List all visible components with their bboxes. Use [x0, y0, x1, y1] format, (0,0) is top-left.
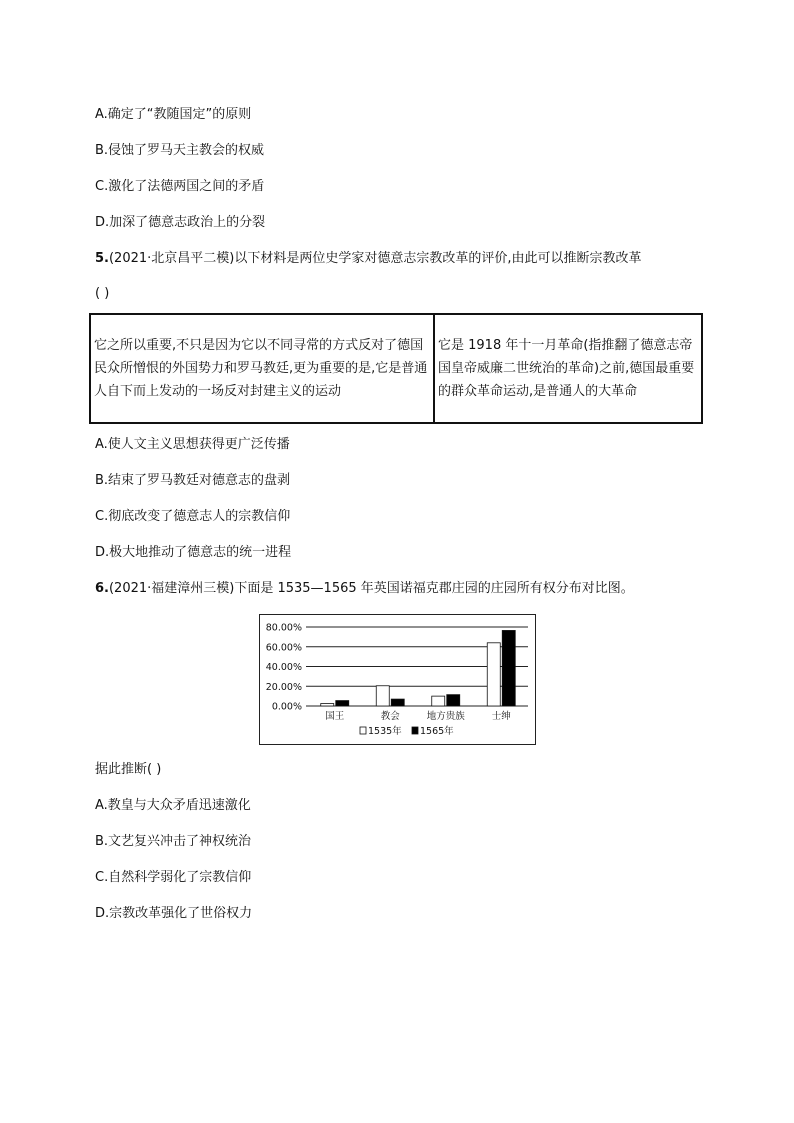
x-category-label: 教会 [380, 711, 400, 722]
q4-option-b: B.侵蚀了罗马天主教会的权威 [95, 143, 265, 158]
y-tick-label: 20.00% [265, 681, 302, 693]
q5-option-d: D.极大地推动了德意志的统一进程 [95, 545, 292, 560]
bar-series-1 [321, 704, 334, 706]
q6-stem-text: (2021·福建漳州三模)下面是 1535—1565 年英国诺福克郡庄园的庄园所有权分布对比图。 [108, 581, 634, 596]
q5-option-c: C.彻底改变了德意志人的宗教信仰 [95, 509, 291, 524]
y-tick-label: 40.00% [265, 662, 302, 673]
legend-swatch [412, 727, 418, 734]
q4-option-d: D.加深了德意志政治上的分裂 [95, 215, 266, 230]
q6-option-b: B.文艺复兴冲击了神权统治 [95, 834, 252, 849]
q6-option-d: D.宗教改革强化了世俗权力 [95, 906, 253, 921]
q6-infer-prompt: 据此推断( ) [95, 762, 162, 777]
legend-label: 1535年 [368, 726, 402, 737]
q4-option-a: A.确定了“教随国定”的原则 [95, 107, 252, 122]
q5-material-left: 它之所以重要,不只是因为它以不同寻常的方式反对了德国民众所憎恨的外国势力和罗马教廷,更为重要的是,它是普通人自下而上发动的一场反对封建主义的运动 [90, 314, 434, 423]
bar-series-2 [391, 699, 404, 706]
q4-option-c: C.激化了法德两国之间的矛盾 [95, 179, 265, 194]
y-tick-label: 60.00% [265, 642, 302, 654]
q6-option-a: A.教皇与大众矛盾迅速激化 [95, 798, 251, 813]
q5-material-table [89, 313, 703, 424]
bar-series-2 [336, 701, 349, 706]
q5-stem [95, 250, 641, 268]
x-category-label: 国王 [325, 711, 345, 722]
bar-series-1 [376, 686, 389, 706]
legend-label: 1565年 [420, 726, 454, 737]
q5-option-b: B.结束了罗马教廷对德意志的盘剥 [95, 473, 291, 488]
bar-series-1 [432, 696, 445, 706]
q6-stem [95, 580, 634, 598]
q6-option-c: C.自然科学弱化了宗教信仰 [95, 870, 252, 885]
legend-swatch [360, 727, 366, 734]
y-tick-label: 0.00% [271, 701, 302, 713]
bar-series-2 [447, 695, 460, 706]
x-category-label: 士绅 [491, 711, 511, 722]
q5-number: 5. [95, 251, 109, 266]
ownership-chart [259, 614, 536, 745]
bar-series-1 [487, 643, 500, 706]
q6-number: 6. [95, 581, 109, 596]
q5-answer-blank: ( ) [95, 286, 110, 301]
ownership-chart-svg [260, 615, 535, 744]
y-tick-label: 80.00% [265, 622, 302, 634]
q5-option-a: A.使人文主义思想获得更广泛传播 [95, 437, 290, 452]
q5-stem-text: (2021·北京昌平二模)以下材料是两位史学家对德意志宗教改革的评价,由此可以推断宗教改革 [108, 251, 642, 266]
x-category-label: 地方贵族 [426, 711, 465, 722]
bar-series-2 [502, 630, 515, 706]
q5-material-right: 它是 1918 年十一月革命(指推翻了德意志帝国皇帝威廉二世统治的革命)之前,德国最重要的群众革命运动,是普通人的大革命 [434, 314, 702, 423]
